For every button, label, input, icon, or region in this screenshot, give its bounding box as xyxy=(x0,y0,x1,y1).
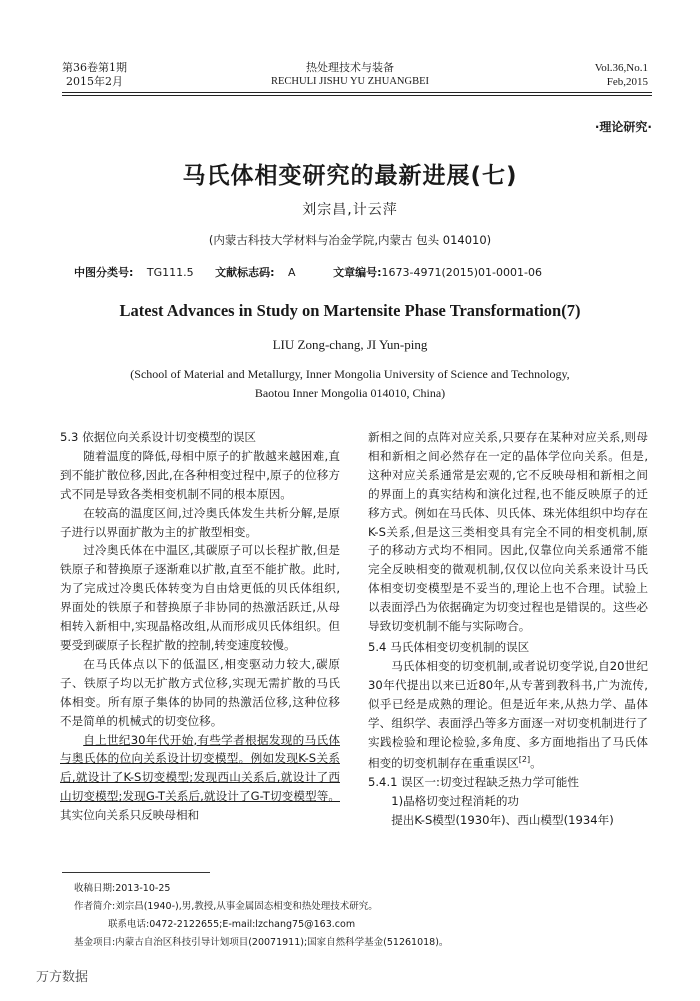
watermark: 万方数据 xyxy=(36,970,89,985)
authors-en: LIU Zong-chang, JI Yun-ping xyxy=(272,337,428,352)
date-en: Feb,2015 xyxy=(606,76,648,88)
footnote-received: 收稿日期:2013-10-25 xyxy=(74,883,171,894)
title-cn: 马氏体相变研究的最新进展(七) xyxy=(182,163,518,189)
affiliation-en-line1: (School of Material and Metallurgy, Inner Mongolia University of Science and Technology, xyxy=(130,367,570,381)
section-heading-5-3: 5.3 依据位向关系设计切变模型的误区 xyxy=(60,430,257,444)
header-right xyxy=(595,61,648,89)
doc-label: 文献标志码: xyxy=(215,266,275,279)
paragraph: 随着温度的降低,母相中原子的扩散越来越困难,直到不能扩散位移,因此,在各种相变过程中,原子的位移方式不同是导致各类相变机制不同的根本原因。 xyxy=(60,448,340,501)
authors-cn: 刘宗昌,计云萍 xyxy=(302,202,398,218)
article-label: 文章编号: xyxy=(333,266,382,279)
footnote-rule xyxy=(62,872,210,873)
clc-value: TG111.5 xyxy=(146,266,194,279)
header-rule-thin xyxy=(62,95,652,96)
affiliation-en xyxy=(80,365,620,403)
section-heading-5-4-1: 5.4.1 误区一:切变过程缺乏热力学可能性 xyxy=(368,775,579,790)
header-rule xyxy=(62,92,652,93)
paragraph xyxy=(60,731,340,826)
paragraph-main: 自上世纪30年代开始,有些学者根据发现的马氏体与奥氏体的位向关系设计切变模型。例如发现K-S关系后,就设计了K-S切变模型;发现西山关系后,就设计了西山切变模型;发现G-T关系后,就设计了G-T切变模型等。 xyxy=(60,732,340,804)
affiliation-cn: (内蒙古科技大学材料与冶金学院,内蒙古 包头 014010) xyxy=(208,233,492,247)
paragraph-tail: 其实位向关系只反映母相和 xyxy=(60,808,200,823)
section-tag: ·理论研究· xyxy=(594,120,652,134)
citation-ref: [2] xyxy=(518,755,531,765)
clc-label: 中图分类号: xyxy=(74,266,134,279)
subheading: 1)晶格切变过程消耗的功 xyxy=(391,794,520,809)
right-column xyxy=(368,428,648,830)
left-column xyxy=(60,428,340,825)
title-en: Latest Advances in Study on Martensite Phase Transformation(7) xyxy=(119,301,581,320)
footnote-funding: 基金项目:内蒙古自治区科技引导计划项目(20071911);国家自然科学基金(51261018)。 xyxy=(74,937,449,948)
paragraph xyxy=(368,657,648,773)
affiliation-en-line2: Baotou Inner Mongolia 014010, China) xyxy=(254,386,446,400)
footnote-author: 作者简介:刘宗昌(1940-),男,教授,从事金属固态相变和热处理技术研究。 xyxy=(74,901,378,912)
paragraph: 在马氏体点以下的低温区,相变驱动力较大,碳原子、铁原子均以无扩散方式位移,实现无需扩散的马氏体相变。所有原子集体的协同的热激活位移,这种位移不是简单的机械式的切变位移。 xyxy=(60,656,340,728)
journal-pinyin: RECHULI JISHU YU ZHUANGBEI xyxy=(271,76,429,87)
journal-cn: 热处理技术与装备 xyxy=(306,61,394,74)
date-cn: 2015年2月 xyxy=(66,75,123,88)
doc-value: A xyxy=(288,266,296,279)
section-heading-5-4: 5.4 马氏体相变切变机制的误区 xyxy=(368,639,530,654)
paragraph-main: 马氏体相变的切变机制,或者说切变学说,自20世纪30年代提出以来已近80年,从专著到教科书,广为流传,似乎已经是成熟的理论。但是近年来,从热力学、晶体学、组织学、表面浮凸等多方面逐一对切变机制进行了实践检验和理论检验,多角度、多方面地指出了马氏体相变的切变机制存在重重误区 xyxy=(368,658,648,771)
volume-cn: 第36卷第1期 xyxy=(62,61,127,74)
paragraph-continued: 新相之间的点阵对应关系,只要存在某种对应关系,则母相和新相之间必然存在一定的晶体学位向关系。但是,这种对应关系通常是宏观的,它不反映母相和新相之间的界面上的真实结构和演化过程,也不能反映原子的迁移方式。例如在马氏体、贝氏体、珠光体组织中均存在K-S关系,但是这三类相变具有完全不同的相变机制,原子的移动方式均不相同。因此,仅靠位向关系通常不能完全反映相变的微观机制,仅仅以位向关系来设计马氏体相变切变模型是不妥当的,理论上也不合理。试验上以表面浮凸为依据确定为切变过程也是错误的。这些必导致切变机制不能与实际吻合。 xyxy=(368,430,648,634)
paragraph: 在较高的温度区间,过冷奥氏体发生共析分解,是原子进行以界面扩散为主的扩散型相变。 xyxy=(60,505,340,539)
paragraph: 过冷奥氏体在中温区,其碳原子可以长程扩散,但是铁原子和替换原子逐渐难以扩散,直至不能扩散。此时,为了完成过冷奥氏体转变为自由焓更低的贝氏体组织,界面处的铁原子和替换原子非协同的热激活跃迁,从母相转入新相中,实现晶格改组,从而形成贝氏体组织。但要受到碳原子长程扩散的控制,转变速度较慢。 xyxy=(60,543,340,652)
paragraph-end: 。 xyxy=(530,756,542,771)
article-value: 1673-4971(2015)01-0001-06 xyxy=(381,266,542,279)
volume-en: Vol.36,No.1 xyxy=(594,62,648,74)
article-meta xyxy=(74,264,542,280)
footnote-contact: 联系电话:0472-2122655;E-mail:lzchang75@163.com xyxy=(108,919,356,930)
paragraph: 提出K-S模型(1930年)、西山模型(1934年) xyxy=(391,812,614,827)
